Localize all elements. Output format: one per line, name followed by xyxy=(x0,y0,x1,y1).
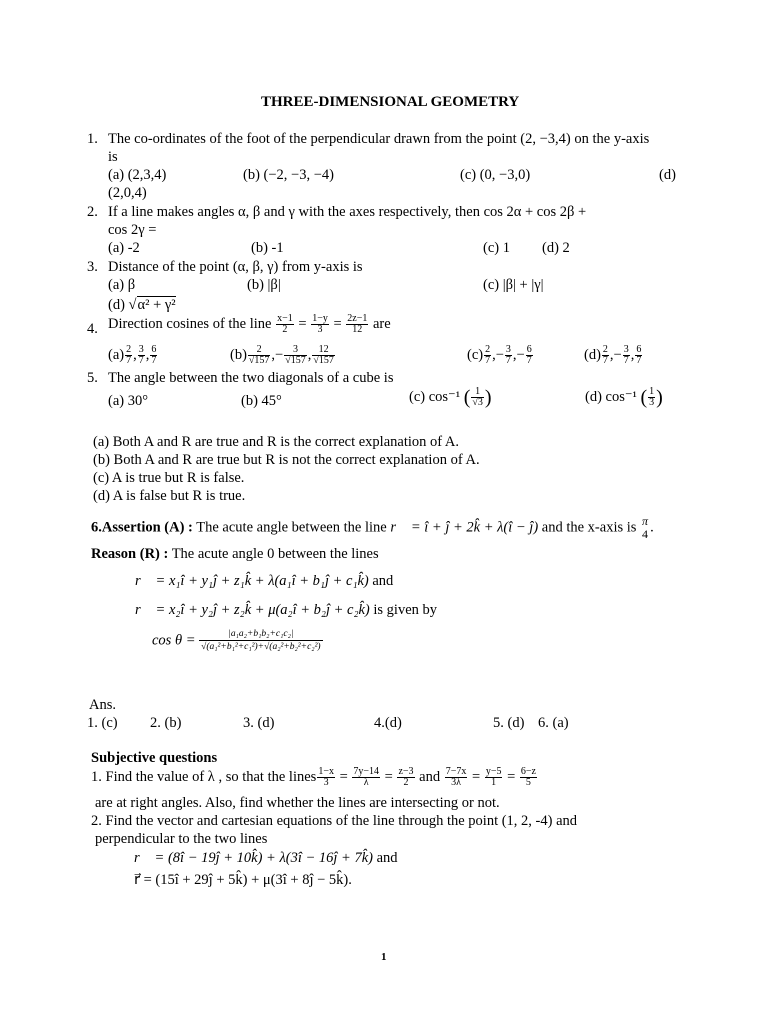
page-title: THREE-DIMENSIONAL GEOMETRY xyxy=(261,94,520,110)
subjective-q2-line2: perpendicular to the two lines xyxy=(95,831,268,847)
q4-option-a: (a) $\frac{2}{7}$ , $\frac{3}{7}$ , $\frac{6}{7}$ xyxy=(108,344,157,366)
q6-eq1: r⃗ = x₁î + y₁ĵ + z₁k̂ + λ(a₁î + b₁ĵ + c₁k̂) xyxy=(135,573,369,589)
q3-option-d: (d) √α² + γ² xyxy=(108,297,176,313)
ar-option-d: (d) A is false but R is true. xyxy=(93,488,246,504)
q6-assertion-text: The acute angle between the line xyxy=(196,519,387,536)
q5-option-a: (a) 30° xyxy=(108,393,149,409)
q2-option-a: (a) -2 xyxy=(108,240,140,256)
q6-assertion-tail: and the x-axis is xyxy=(541,519,637,536)
subjective-q2-line1: 2. Find the vector and cartesian equations of the line through the point (1, 2, -4) and xyxy=(91,813,578,829)
q1-option-d-value: (2,0,4) xyxy=(108,185,147,201)
q6-eq2: r⃗ = x₂î + y₂ĵ + z₂k̂ + μ(a₂î + b₂ĵ + c₂k̂) xyxy=(135,602,370,618)
q6-line-2 xyxy=(135,601,437,619)
answer-6: 6. (a) xyxy=(538,715,569,731)
q3-option-d-label: (d) xyxy=(108,297,125,313)
q4-prefix: Direction cosines of the line xyxy=(108,315,272,332)
answer-1: 1. (c) xyxy=(87,715,118,731)
q5-option-d: (d) cos⁻¹ ( $\frac{1}{3}$ ) xyxy=(585,386,663,409)
q5-option-c: (c) cos⁻¹ ( $\frac{1}{√3}$ ) xyxy=(409,386,492,409)
q4-frac-z: $\frac{2z-1}{12}$ xyxy=(347,313,368,335)
q3-number: 3. xyxy=(87,259,98,275)
q3-option-c: (c) |β| + |γ| xyxy=(483,277,544,293)
q5-number: 5. xyxy=(87,370,98,386)
q6-reason xyxy=(91,545,379,563)
ar-option-c: (c) A is true but R is false. xyxy=(93,470,245,486)
q6-line-1 xyxy=(135,572,393,590)
answer-4: 4.(d) xyxy=(374,715,402,731)
q4-frac-y: $\frac{1-y}{3}$ xyxy=(312,313,328,335)
q1-option-d-label: (d) xyxy=(659,167,676,183)
q6-reason-label: Reason (R) : xyxy=(91,546,169,562)
q4-frac-x: $\frac{x-1}{2}$ xyxy=(277,313,293,335)
q5-option-b: (b) 45° xyxy=(241,393,282,409)
q4-suffix: are xyxy=(372,315,391,332)
answer-2: 2. (b) xyxy=(150,715,182,731)
answer-3: 3. (d) xyxy=(243,715,275,731)
q3-option-a: (a) β xyxy=(108,277,136,293)
q6-cos-formula xyxy=(152,628,323,653)
ar-option-b: (b) Both A and R are true but R is not the correct explanation of A. xyxy=(93,452,480,468)
q2-number: 2. xyxy=(87,204,98,220)
q6-reason-text: The acute angle 0 between the lines xyxy=(171,546,379,562)
subjective-q1-prefix: 1. Find the value of λ , so that the lines xyxy=(91,768,317,785)
q5-text: The angle between the two diagonals of a cube is xyxy=(108,370,394,386)
q6-pi-over-4: π 4 xyxy=(642,514,649,541)
q1-option-a: (a) (2,3,4) xyxy=(108,167,167,183)
q6-assertion-label: 6.Assertion (A) : xyxy=(91,519,193,536)
q1-text-line2: is xyxy=(108,149,118,165)
q2-option-d: (d) 2 xyxy=(542,240,570,256)
q6-eq2-tail: is given by xyxy=(373,602,438,618)
subjective-q1-line2: are at right angles. Also, find whether the lines are intersecting or not. xyxy=(95,795,500,811)
q4-equals-2: = xyxy=(333,315,342,332)
q4-option-b: (b) $\frac{2}{√157}$ ,− $\frac{3}{√157}$ , $\frac{12}{√157}$ xyxy=(230,344,334,366)
q2-text-line2: cos 2γ = xyxy=(108,222,157,238)
q1-option-c: (c) (0, −3,0) xyxy=(460,167,531,183)
subjective-q2-eq1-tail: and xyxy=(376,850,398,866)
q1-number: 1. xyxy=(87,131,98,147)
q2-text-line1: If a line makes angles α, β and γ with the axes respectively, then cos 2α + cos 2β + xyxy=(108,204,587,220)
subjective-q2-eq1: r⃗ = (8î − 19ĵ + 10k̂) + λ(3î − 16ĵ + 7k̂) xyxy=(134,850,373,866)
q6-assertion: 6.Assertion (A) : The acute angle between the line r⃗ = î + ĵ + 2k̂ + λ(î − ĵ) and the x-axis is π 4 . xyxy=(91,514,654,541)
subjective-q2-eq2: r⃗ = (15î + 29ĵ + 5k̂) + μ(3î + 8ĵ − 5k̂). xyxy=(134,872,352,888)
q1-text-line1: The co-ordinates of the foot of the perpendicular drawn from the point (2, −3,4) on the y-axis xyxy=(108,131,650,147)
q2-option-b: (b) -1 xyxy=(251,240,284,256)
answer-5: 5. (d) xyxy=(493,715,525,731)
q6-eq1-tail: and xyxy=(372,573,394,589)
q6-cos-fraction: $\frac{\text{|a₁a₂+b₁b₂+c₁c₂|}}{\text{√(a₁²+b₁²+c₁²)+√(a₂²+b₂²+c₂²)}}$ xyxy=(201,629,321,652)
q4-option-d: (d) $\frac{2}{7}$ ,− $\frac{3}{7}$ , $\frac{6}{7}$ xyxy=(584,344,642,366)
answers-label: Ans. xyxy=(89,697,116,713)
q3-option-d-sqrt: α² + γ² xyxy=(137,297,176,313)
page-number: 1 xyxy=(381,951,387,963)
q1-option-b: (b) (−2, −3, −4) xyxy=(243,167,334,183)
q4-text xyxy=(108,314,391,335)
subjective-q1-line1: 1. Find the value of λ , so that the lines $\frac{1-x}{3}$ = $\frac{7y-14}{\lambda}$ = $\frac{z-3}{2}$ and $\frac{7-7x}{3\lambda}$ = $\frac{y-5}{1}$ = $\frac{6-z}{5}$ xyxy=(91,766,536,788)
q4-number: 4. xyxy=(87,321,98,337)
q4-equals-1: = xyxy=(298,315,307,332)
q6-assertion-equation: r⃗ = î + ĵ + 2k̂ + λ(î − ĵ) xyxy=(390,519,539,536)
q2-option-c: (c) 1 xyxy=(483,240,510,256)
ar-option-a: (a) Both A and R are true and R is the correct explanation of A. xyxy=(93,434,460,450)
subjective-q2-eq1-row xyxy=(134,849,398,867)
q4-option-c: (c) $\frac{2}{7}$ ,− $\frac{3}{7}$ ,− $\frac{6}{7}$ xyxy=(467,344,532,366)
q6-cos-label: cos θ = xyxy=(152,632,196,649)
subjective-heading: Subjective questions xyxy=(91,750,218,766)
q3-text: Distance of the point (α, β, γ) from y-axis is xyxy=(108,259,363,275)
q3-option-b: (b) |β| xyxy=(247,277,281,293)
